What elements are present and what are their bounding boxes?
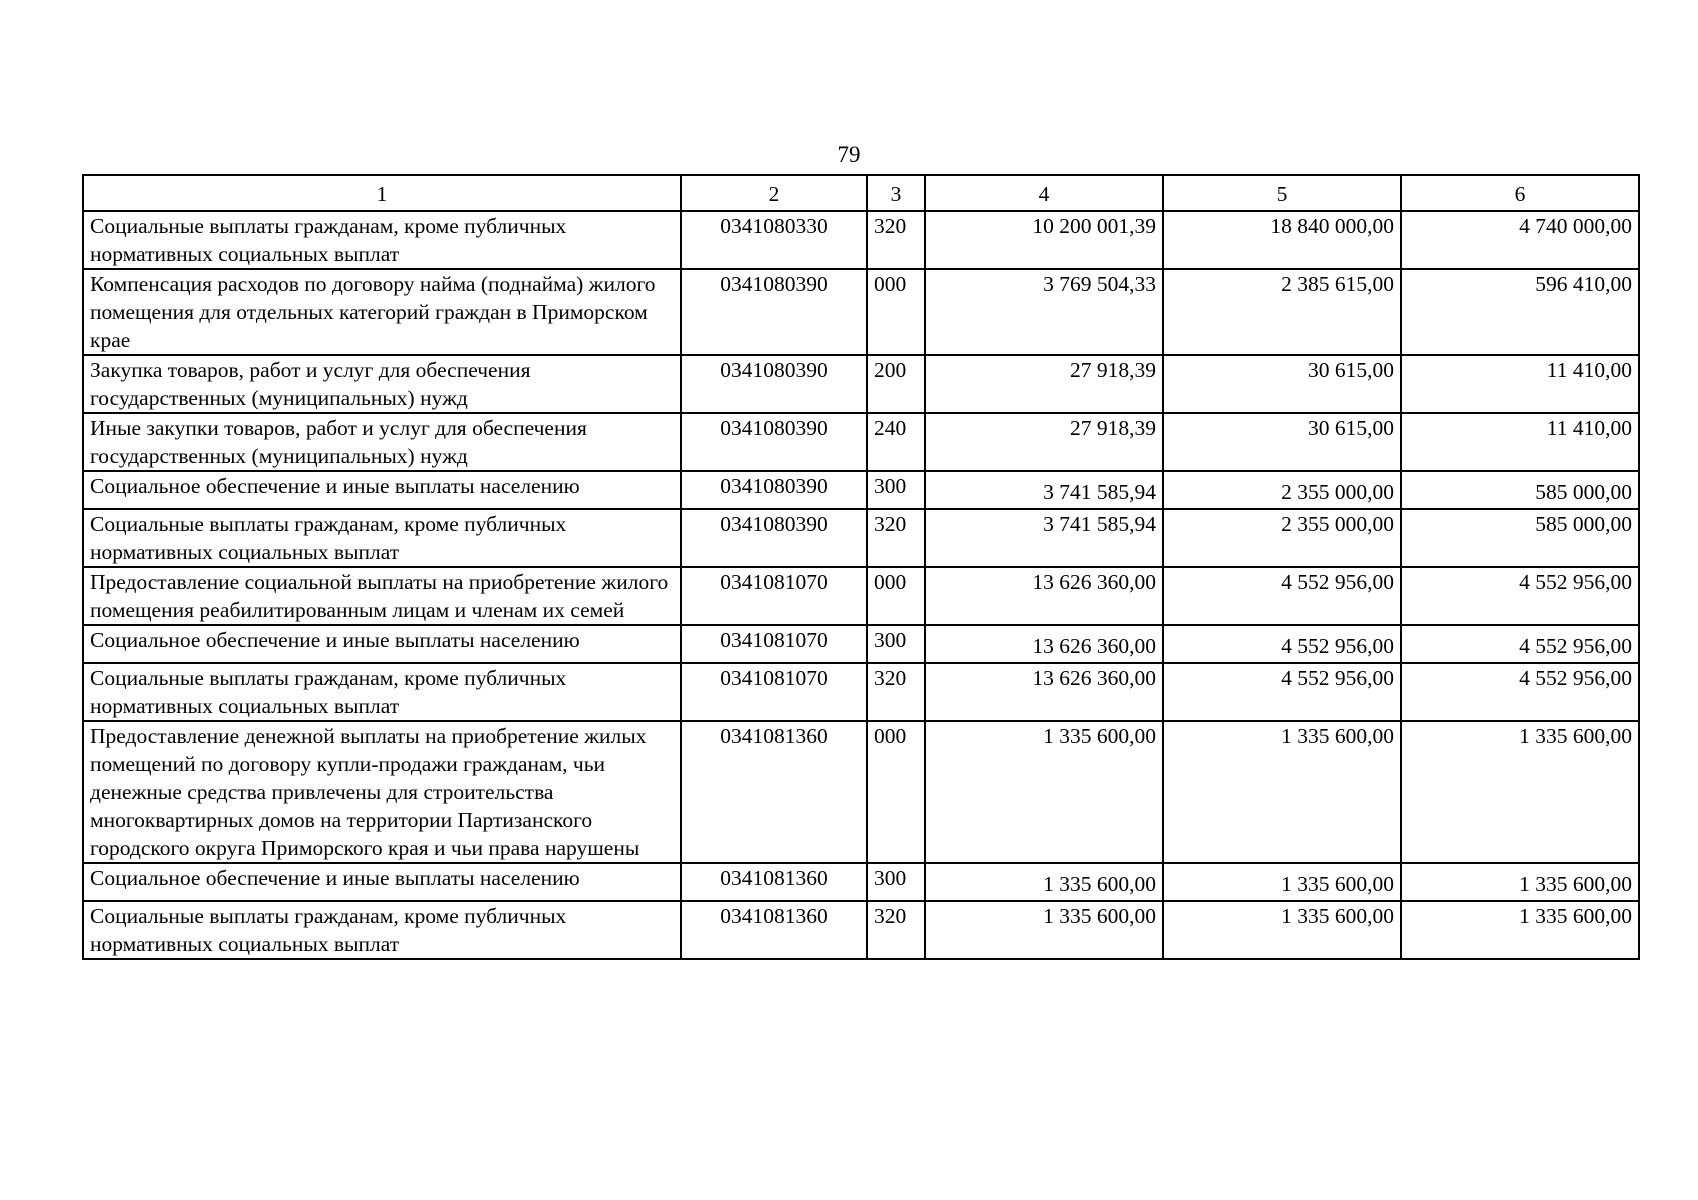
amount-cell: 585 000,00	[1401, 471, 1639, 509]
expense-type-cell: 320	[867, 663, 925, 721]
target-code-cell: 0341080390	[681, 413, 867, 471]
amount-cell: 3 769 504,33	[925, 269, 1163, 355]
expense-type-cell: 300	[867, 625, 925, 663]
column-header: 1	[83, 175, 681, 211]
amount-cell: 30 615,00	[1163, 355, 1401, 413]
expense-type-cell: 000	[867, 721, 925, 863]
amount-cell: 1 335 600,00	[1401, 721, 1639, 863]
target-code-cell: 0341080390	[681, 509, 867, 567]
amount-cell: 4 552 956,00	[1163, 663, 1401, 721]
target-code-cell: 0341081360	[681, 721, 867, 863]
amount-cell: 1 335 600,00	[1163, 901, 1401, 959]
expense-type-cell: 300	[867, 471, 925, 509]
expense-type-cell: 320	[867, 509, 925, 567]
expense-type-cell: 240	[867, 413, 925, 471]
amount-cell: 2 355 000,00	[1163, 471, 1401, 509]
amount-cell: 2 385 615,00	[1163, 269, 1401, 355]
target-code-cell: 0341081070	[681, 663, 867, 721]
amount-cell: 585 000,00	[1401, 509, 1639, 567]
amount-cell: 10 200 001,39	[925, 211, 1163, 269]
target-code-cell: 0341080390	[681, 269, 867, 355]
amount-cell: 3 741 585,94	[925, 471, 1163, 509]
column-header: 6	[1401, 175, 1639, 211]
amount-cell: 2 355 000,00	[1163, 509, 1401, 567]
expense-name-cell: Социальное обеспечение и иные выплаты населению	[83, 863, 681, 901]
target-code-cell: 0341080390	[681, 355, 867, 413]
expense-type-cell: 320	[867, 901, 925, 959]
expense-name-cell: Социальные выплаты гражданам, кроме публичных нормативных социальных выплат	[83, 509, 681, 567]
expense-name-cell: Иные закупки товаров, работ и услуг для обеспечения государственных (муниципальных) нужд	[83, 413, 681, 471]
table-row	[83, 413, 1639, 471]
amount-cell: 13 626 360,00	[925, 567, 1163, 625]
amount-cell: 4 740 000,00	[1401, 211, 1639, 269]
amount-cell: 27 918,39	[925, 413, 1163, 471]
expense-name-cell: Предоставление денежной выплаты на приобретение жилых помещений по договору купли-продажи гражданам, чьи денежные средства привлечены для строительства многоквартирных домов на территории Партизанского городского округа Приморского края и чьи права нарушены	[83, 721, 681, 863]
table-row	[83, 663, 1639, 721]
budget-table	[82, 174, 1640, 960]
table-row	[83, 211, 1639, 269]
table-row	[83, 269, 1639, 355]
table-row	[83, 509, 1639, 567]
amount-cell: 18 840 000,00	[1163, 211, 1401, 269]
amount-cell: 27 918,39	[925, 355, 1163, 413]
expense-name-cell: Социальное обеспечение и иные выплаты населению	[83, 625, 681, 663]
table-row	[83, 355, 1639, 413]
amount-cell: 1 335 600,00	[1163, 721, 1401, 863]
table-row	[83, 471, 1639, 509]
target-code-cell: 0341080330	[681, 211, 867, 269]
amount-cell: 1 335 600,00	[925, 863, 1163, 901]
amount-cell: 4 552 956,00	[1163, 625, 1401, 663]
amount-cell: 11 410,00	[1401, 355, 1639, 413]
amount-cell: 13 626 360,00	[925, 663, 1163, 721]
table-row	[83, 863, 1639, 901]
target-code-cell: 0341081070	[681, 625, 867, 663]
expense-name-cell: Социальное обеспечение и иные выплаты населению	[83, 471, 681, 509]
amount-cell: 3 741 585,94	[925, 509, 1163, 567]
expense-name-cell: Социальные выплаты гражданам, кроме публичных нормативных социальных выплат	[83, 901, 681, 959]
expense-name-cell: Социальные выплаты гражданам, кроме публичных нормативных социальных выплат	[83, 663, 681, 721]
amount-cell: 4 552 956,00	[1401, 567, 1639, 625]
table-row	[83, 625, 1639, 663]
amount-cell: 4 552 956,00	[1401, 663, 1639, 721]
column-header: 4	[925, 175, 1163, 211]
table-row	[83, 721, 1639, 863]
table-header-row	[83, 175, 1639, 211]
expense-type-cell: 200	[867, 355, 925, 413]
amount-cell: 13 626 360,00	[925, 625, 1163, 663]
expense-type-cell: 300	[867, 863, 925, 901]
amount-cell: 1 335 600,00	[925, 901, 1163, 959]
column-header: 5	[1163, 175, 1401, 211]
amount-cell: 596 410,00	[1401, 269, 1639, 355]
column-header: 3	[867, 175, 925, 211]
amount-cell: 1 335 600,00	[1401, 863, 1639, 901]
expense-name-cell: Закупка товаров, работ и услуг для обеспечения государственных (муниципальных) нужд	[83, 355, 681, 413]
target-code-cell: 0341080390	[681, 471, 867, 509]
amount-cell: 1 335 600,00	[1163, 863, 1401, 901]
expense-name-cell: Предоставление социальной выплаты на приобретение жилого помещения реабилитированным лицам и членам их семей	[83, 567, 681, 625]
table-row	[83, 901, 1639, 959]
expense-name-cell: Социальные выплаты гражданам, кроме публичных нормативных социальных выплат	[83, 211, 681, 269]
expense-type-cell: 320	[867, 211, 925, 269]
expense-name-cell: Компенсация расходов по договору найма (поднайма) жилого помещения для отдельных категорий граждан в Приморском крае	[83, 269, 681, 355]
expense-type-cell: 000	[867, 567, 925, 625]
expense-type-cell: 000	[867, 269, 925, 355]
amount-cell: 30 615,00	[1163, 413, 1401, 471]
target-code-cell: 0341081070	[681, 567, 867, 625]
column-header: 2	[681, 175, 867, 211]
amount-cell: 11 410,00	[1401, 413, 1639, 471]
amount-cell: 1 335 600,00	[1401, 901, 1639, 959]
amount-cell: 4 552 956,00	[1401, 625, 1639, 663]
target-code-cell: 0341081360	[681, 863, 867, 901]
amount-cell: 4 552 956,00	[1163, 567, 1401, 625]
table-row	[83, 567, 1639, 625]
amount-cell: 1 335 600,00	[925, 721, 1163, 863]
page-number: 79	[837, 142, 861, 167]
target-code-cell: 0341081360	[681, 901, 867, 959]
